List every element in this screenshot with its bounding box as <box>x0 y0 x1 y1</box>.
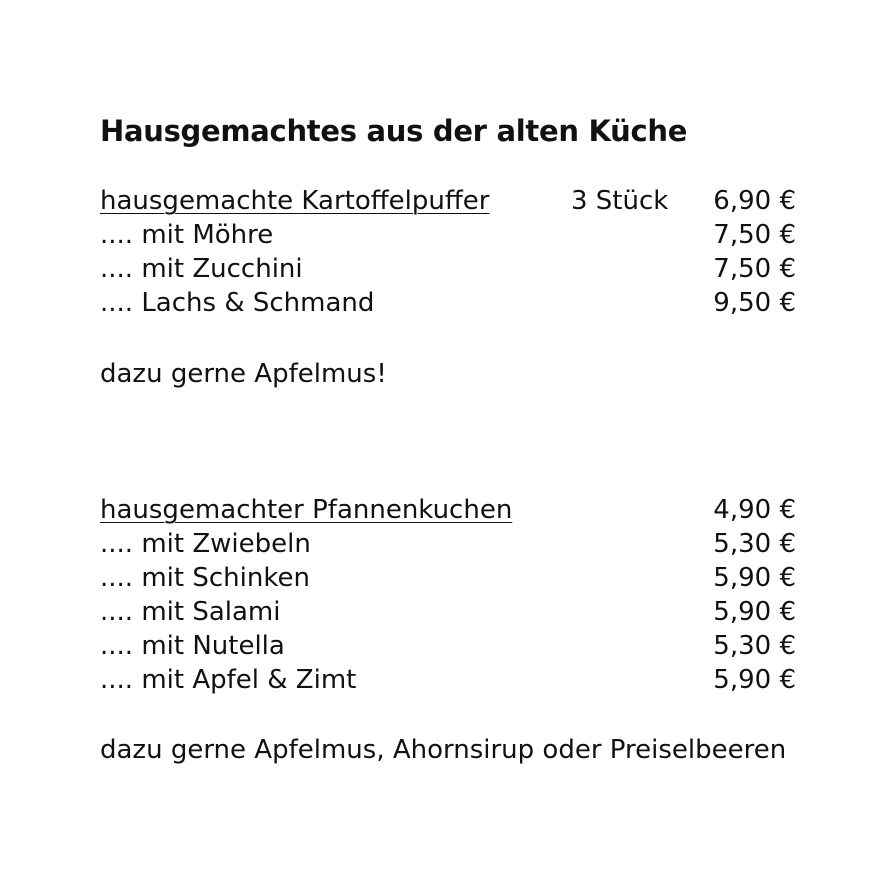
menu-item-kartoffelpuffer <box>100 184 800 218</box>
item-price: 7,50 € <box>713 220 796 250</box>
item-price: 5,30 € <box>713 529 796 559</box>
item-name: .... mit Apfel & Zimt <box>100 665 357 695</box>
item-name: hausgemachte Kartoffelpuffer <box>100 186 490 216</box>
section-note: dazu gerne Apfelmus, Ahornsirup oder Preiselbeeren <box>100 735 787 765</box>
item-price: 5,90 € <box>713 665 796 695</box>
item-price: 5,30 € <box>713 631 796 661</box>
item-name: .... mit Schinken <box>100 563 310 593</box>
menu-item-variant <box>100 286 800 320</box>
item-price: 4,90 € <box>713 495 796 525</box>
item-price: 9,50 € <box>713 288 796 318</box>
menu-item-variant <box>100 663 800 697</box>
menu-item-variant <box>100 218 800 252</box>
item-price: 6,90 € <box>713 186 796 216</box>
menu-item-variant <box>100 629 800 663</box>
item-name: .... mit Salami <box>100 597 281 627</box>
menu-item-variant <box>100 252 800 286</box>
item-name: hausgemachter Pfannenkuchen <box>100 495 513 525</box>
item-name: .... mit Zwiebeln <box>100 529 311 559</box>
item-quantity: 3 Stück <box>571 186 669 216</box>
menu-item-variant <box>100 595 800 629</box>
menu-item-pfannenkuchen <box>100 493 800 527</box>
menu-item-variant <box>100 527 800 561</box>
item-name: .... mit Möhre <box>100 220 274 250</box>
item-name: .... Lachs & Schmand <box>100 288 375 318</box>
item-name: .... mit Zucchini <box>100 254 303 284</box>
item-price: 7,50 € <box>713 254 796 284</box>
menu-title: Hausgemachtes aus der alten Küche <box>100 114 688 148</box>
item-price: 5,90 € <box>713 563 796 593</box>
item-name: .... mit Nutella <box>100 631 285 661</box>
item-price: 5,90 € <box>713 597 796 627</box>
section-note: dazu gerne Apfelmus! <box>100 359 387 389</box>
menu-item-variant <box>100 561 800 595</box>
